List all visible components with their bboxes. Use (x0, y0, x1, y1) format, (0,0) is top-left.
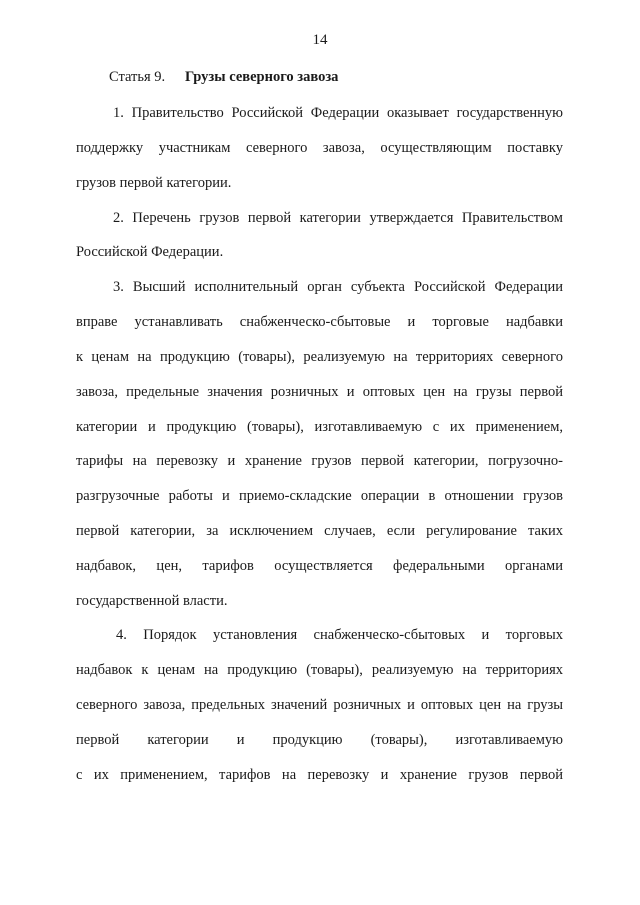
paragraph-3-line: надбавок, цен, тарифов осуществляется федеральными органами (76, 558, 563, 574)
paragraph-3-line: завоза, предельные значения розничных и оптовых цен на грузы первой (76, 384, 563, 400)
paragraph-4-line: с их применением, тарифов на перевозку и хранение грузов первой (76, 767, 563, 783)
paragraph-3-line: к ценам на продукцию (товары), реализуемую на территориях северного (76, 349, 563, 365)
paragraph-1-line: грузов первой категории. (76, 175, 232, 191)
paragraph-4-line: надбавок к ценам на продукцию (товары), реализуемую на территориях (76, 662, 563, 678)
paragraph-3-line: разгрузочные работы и приемо-складские операции в отношении грузов (76, 488, 563, 504)
paragraph-3-line: категории и продукцию (товары), изготавливаемую с их применением, (76, 419, 563, 435)
paragraph-3-line: государственной власти. (76, 593, 228, 609)
paragraph-3-line: первой категории, за исключением случаев, если регулирование таких (76, 523, 563, 539)
paragraph-1-line: 1. Правительство Российской Федерации оказывает государственную (113, 105, 563, 121)
page-number: 14 (312, 32, 328, 48)
article-number: Статья 9. (109, 69, 166, 85)
article-title: Грузы северного завоза (185, 69, 339, 85)
paragraph-3-line: тарифы на перевозку и хранение грузов первой категории, погрузочно- (76, 453, 563, 469)
paragraph-1-line: поддержку участникам северного завоза, осуществляющим поставку (76, 140, 563, 156)
paragraph-4-line: 4. Порядок установления снабженческо-сбытовых и торговых (116, 627, 563, 643)
paragraph-2-line: Российской Федерации. (76, 244, 224, 260)
paragraph-4-line: северного завоза, предельных значений розничных и оптовых цен на грузы (76, 697, 563, 713)
paragraph-2-line: 2. Перечень грузов первой категории утверждается Правительством (113, 210, 563, 226)
paragraph-3-line: 3. Высший исполнительный орган субъекта Российской Федерации (113, 279, 563, 295)
paragraph-3-line: вправе устанавливать снабженческо-сбытовые и торговые надбавки (76, 314, 563, 330)
article-heading (109, 68, 338, 86)
paragraph-4-line: первой категории и продукцию (товары), изготавливаемую (76, 732, 563, 748)
